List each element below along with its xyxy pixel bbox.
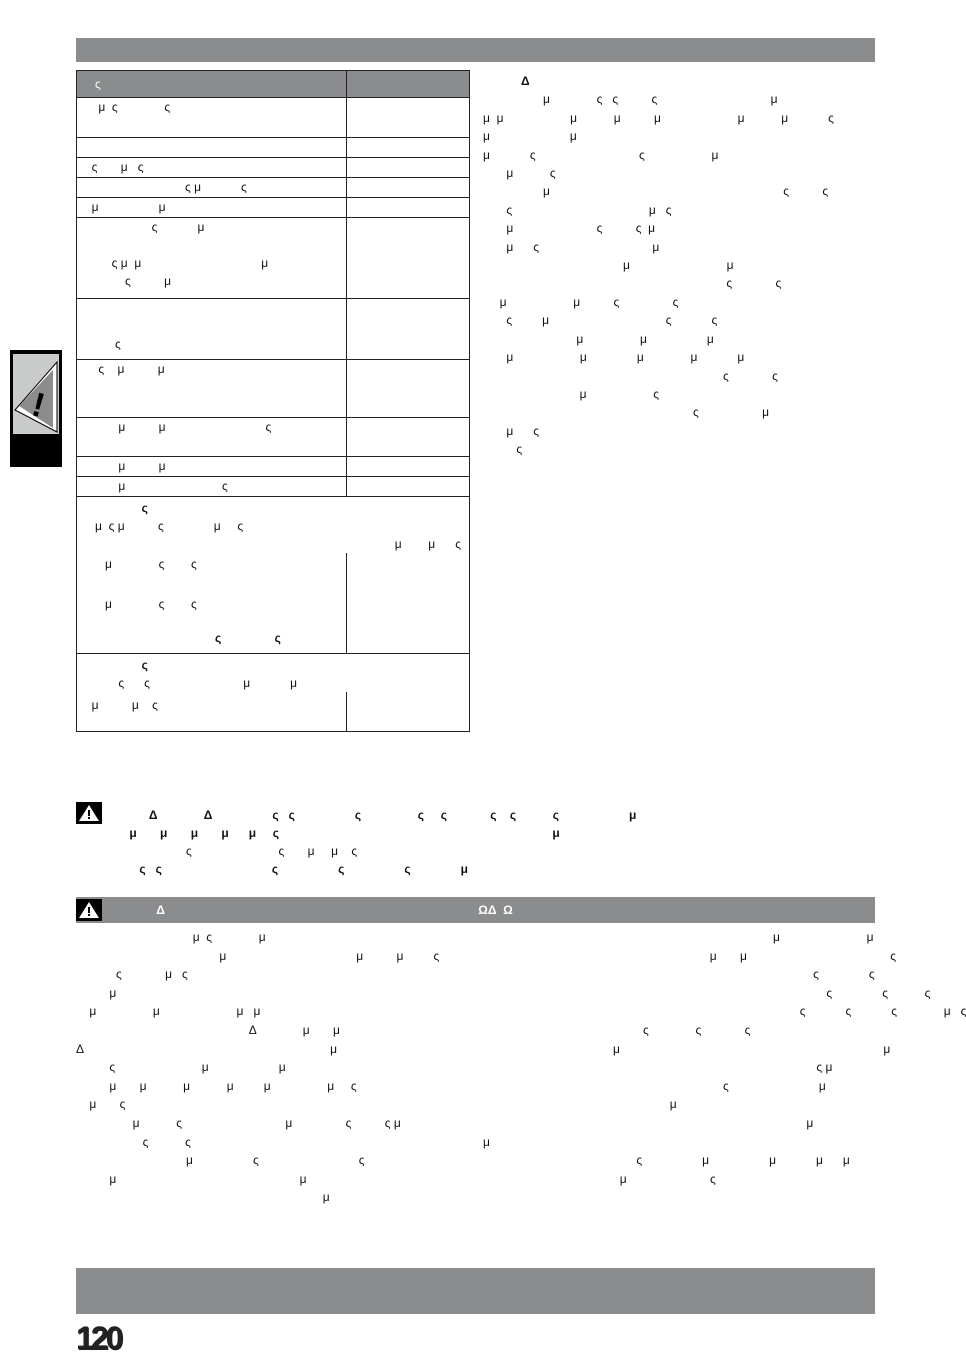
section-title: ς bbox=[85, 657, 148, 672]
text-line: μ ς ς bbox=[76, 1153, 365, 1168]
table-cell bbox=[346, 218, 469, 299]
warning-triangle-icon bbox=[76, 802, 102, 824]
table-cell: ς μ ς bbox=[77, 178, 347, 198]
table-cell bbox=[346, 158, 469, 178]
text-line: μ bbox=[483, 1097, 677, 1112]
table-row bbox=[77, 299, 470, 360]
text-line: μ μ bbox=[483, 258, 734, 273]
warning-block bbox=[76, 806, 875, 878]
warning-side-tab-panel bbox=[13, 354, 59, 434]
text-line: μ μ μ bbox=[483, 331, 714, 346]
text-line: μ ς μ bbox=[76, 930, 266, 944]
table-row bbox=[77, 360, 470, 418]
section-right-line: μ μ ς bbox=[394, 537, 461, 551]
text-line: ς ς bbox=[483, 276, 782, 291]
text-line: Δ μ bbox=[76, 1041, 337, 1056]
text-line: μ μ bbox=[483, 1041, 891, 1056]
table-row bbox=[77, 178, 470, 198]
right-column-text bbox=[483, 72, 873, 459]
table-cell: μ μ ς bbox=[77, 418, 347, 457]
text-line: μ ς ς μ bbox=[483, 221, 656, 236]
exclamation-warning-icon bbox=[13, 354, 59, 434]
table-cell: ς bbox=[77, 299, 347, 360]
table-cell: μ ς ς bbox=[77, 98, 347, 138]
table-row bbox=[77, 477, 470, 497]
bottom-footer-bar bbox=[76, 1268, 875, 1314]
sub-row: μ ς ς bbox=[85, 597, 197, 611]
text-line: μ ς bbox=[483, 166, 556, 181]
spec-table bbox=[76, 70, 470, 732]
text-line: μ ς bbox=[483, 1171, 716, 1186]
table-cell: ς μ μ bbox=[77, 360, 347, 418]
table-section-row bbox=[77, 653, 470, 692]
table-row bbox=[77, 158, 470, 178]
text-line: μ μ μ μ μ bbox=[483, 350, 745, 365]
text-line: μ μ μ μ μ μ μ ς bbox=[483, 110, 834, 125]
table-cell bbox=[346, 98, 469, 138]
text-line: μ μ μ μ μ μ ς bbox=[76, 1078, 357, 1093]
text-line: μ ς bbox=[483, 386, 660, 401]
text-line: ς μ bbox=[483, 1078, 826, 1093]
table-row bbox=[77, 98, 470, 138]
text-line: ς μ bbox=[483, 405, 770, 420]
table-cell bbox=[77, 138, 347, 158]
table-row bbox=[77, 198, 470, 218]
body-left-column bbox=[76, 928, 468, 1207]
table-row bbox=[77, 457, 470, 477]
table-cell: ς μ ς μ μ μ ς μ bbox=[77, 218, 347, 299]
section-line: μ ς μ ς μ ς bbox=[85, 519, 244, 533]
text-line: μ ς ς bbox=[483, 184, 829, 199]
text-line: ς ς ς μ ς bbox=[483, 1004, 966, 1019]
text-line: μ μ bbox=[483, 930, 874, 944]
text-line: μ bbox=[483, 1115, 814, 1130]
table-row bbox=[77, 138, 470, 158]
text-line: μ μ ς bbox=[483, 948, 897, 963]
text-line: ς bbox=[483, 442, 523, 457]
table-section-row bbox=[77, 497, 470, 554]
text-line: μ μ μ ς bbox=[76, 948, 440, 963]
text-line: ς ς bbox=[483, 967, 875, 982]
warning-line: μ μ μ μ μ ς μ bbox=[116, 826, 560, 840]
table-cell: ς μ ς bbox=[77, 158, 347, 178]
page-number: 120 bbox=[76, 1320, 121, 1356]
warning-triangle-icon bbox=[76, 899, 102, 921]
table-cell: μ ς bbox=[77, 477, 347, 497]
table-header-cell bbox=[346, 71, 469, 98]
table-cell bbox=[346, 477, 469, 497]
section-line: ς ς μ μ bbox=[85, 675, 298, 690]
svg-text:!: ! bbox=[27, 385, 49, 426]
sub-row: μ μ ς bbox=[85, 697, 158, 712]
text-line: ς μ bbox=[483, 1060, 833, 1075]
text-line: μ μ bbox=[76, 1171, 307, 1186]
text-line: ς μ ς bbox=[483, 202, 672, 217]
body-right-column bbox=[483, 928, 966, 1188]
text-line: ς ς ς bbox=[483, 1022, 751, 1037]
text-line: ς μ μ μ μ bbox=[483, 1153, 850, 1168]
text-line: μ μ μ μ bbox=[76, 1004, 261, 1019]
warning-line: ς ς μ μ ς bbox=[116, 844, 358, 858]
table-cell bbox=[346, 299, 469, 360]
text-line: μ μ ς ς bbox=[483, 294, 679, 309]
text-line: μ ς μ bbox=[483, 239, 660, 254]
text-line: Δ μ μ bbox=[76, 1022, 340, 1037]
text-line: ς μ μ bbox=[76, 1060, 286, 1075]
text-line: ς ς bbox=[483, 368, 778, 383]
table-row bbox=[77, 553, 470, 653]
text-line: μ bbox=[76, 985, 117, 1000]
sub-row: ς ς bbox=[85, 631, 281, 645]
text-line: ς ς ς bbox=[483, 985, 931, 1000]
table-cell bbox=[346, 178, 469, 198]
text-line: μ ς bbox=[483, 423, 540, 438]
table-header-cell: ς bbox=[77, 71, 347, 98]
column-title: Δ bbox=[521, 74, 530, 88]
table-row bbox=[77, 418, 470, 457]
warning-line: ς ς ς ς ς μ bbox=[116, 862, 468, 876]
text-line: ς ς bbox=[76, 1134, 191, 1149]
text-line: μ ς ς ς μ bbox=[483, 92, 778, 107]
sub-row: μ ς ς bbox=[85, 557, 197, 571]
text-line: ς μ ς ς bbox=[483, 313, 718, 328]
text-line: μ bbox=[483, 1134, 490, 1149]
table-cell: μ μ bbox=[77, 198, 347, 218]
section-heading-bar bbox=[76, 897, 875, 923]
table-cell bbox=[346, 418, 469, 457]
section-heading: Δ ΩΔ Ω bbox=[110, 903, 513, 917]
table-cell bbox=[346, 457, 469, 477]
table-cell bbox=[346, 198, 469, 218]
text-line: μ μ bbox=[483, 129, 577, 144]
text-line: μ ς μ ς ς μ bbox=[76, 1115, 401, 1130]
table-cell: μ μ bbox=[77, 457, 347, 477]
table-row bbox=[77, 692, 470, 732]
table-header-row bbox=[77, 71, 470, 98]
table-cell bbox=[346, 138, 469, 158]
warning-line: Δ Δ ς ς ς ς ς ς ς ς μ bbox=[116, 808, 637, 822]
text-line: μ bbox=[76, 1190, 330, 1205]
table-cell bbox=[346, 360, 469, 418]
table-row bbox=[77, 218, 470, 299]
section-title: ς bbox=[85, 501, 148, 515]
text-line: ς μ ς bbox=[76, 967, 188, 982]
text-line: μ ς ς μ bbox=[483, 147, 719, 162]
top-header-bar bbox=[76, 38, 875, 62]
text-line: μ ς bbox=[76, 1097, 126, 1112]
